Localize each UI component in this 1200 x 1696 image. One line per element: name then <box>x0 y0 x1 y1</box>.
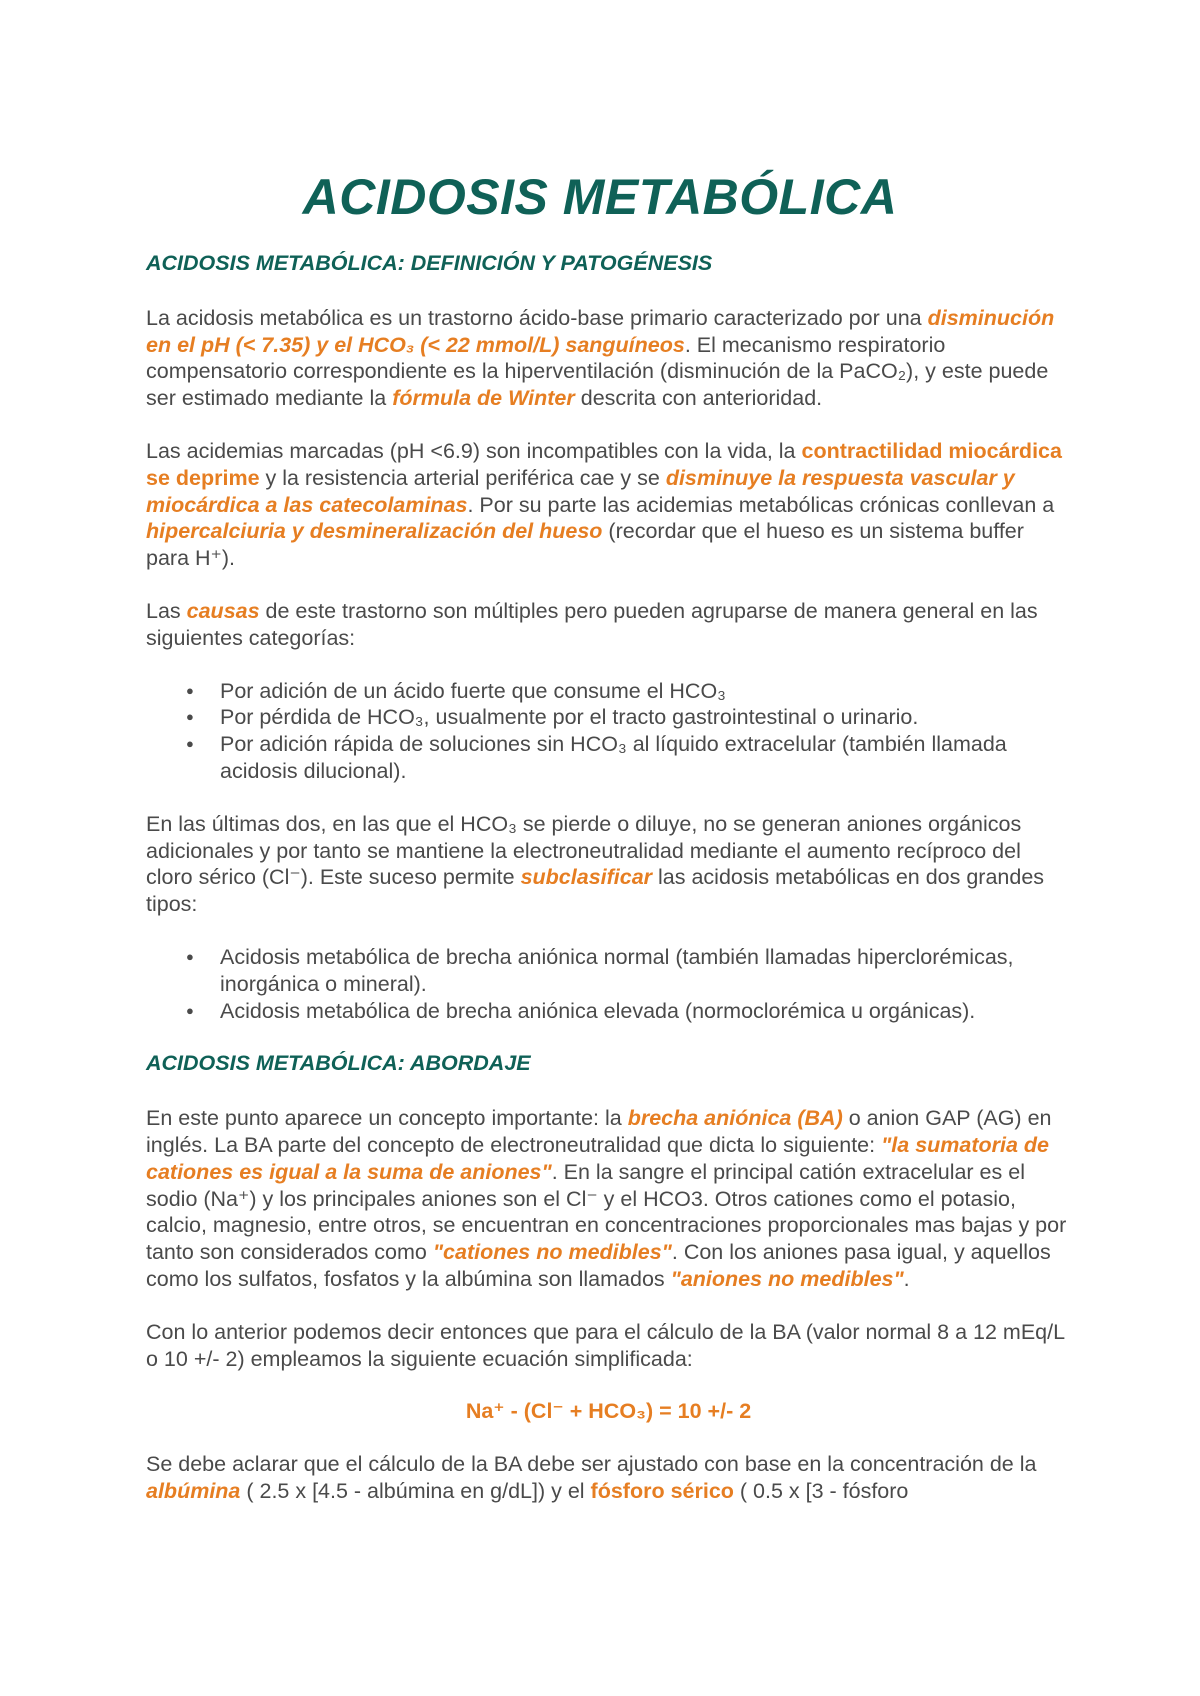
text-run: Se debe aclarar que el cálculo de la BA debe ser ajustado con base en la concentración de la <box>146 1452 1037 1477</box>
text-run: o anion GAP (AG) en inglés. La BA parte del concepto de electroneutralidad que dicta lo siguiente: <box>146 1106 1052 1157</box>
highlight-text: fórmula de Winter <box>392 386 575 411</box>
highlight-text: albúmina <box>146 1478 241 1503</box>
text-run: ( 0.5 x [3 - fósforo <box>733 1478 909 1503</box>
paragraph-definition <box>146 305 1071 412</box>
document-title: ACIDOSIS METABÓLICA <box>302 169 898 225</box>
highlight-text: subclasificar <box>520 865 653 890</box>
list-item: ● Por pérdida de HCO₃, usualmente por el tracto gastrointestinal o urinario. <box>146 704 1071 731</box>
text-run: En las últimas dos, en las que el HCO₃ se pierde o diluye, no se generan aniones orgánicos adicionales y por tanto se mantiene la electroneutralidad mediante el aumento recíproco del cloro sérico (Cl⁻). Este suceso permite <box>146 811 1022 890</box>
section-heading-definition: ACIDOSIS METABÓLICA: DEFINICIÓN Y PATOGÉNESIS <box>146 251 713 275</box>
text-run: ( 2.5 x [4.5 - albúmina en g/dL]) y el <box>240 1478 591 1503</box>
text-run: descrita con anterioridad. <box>574 386 823 411</box>
highlight-text: "aniones no medibles" <box>670 1266 904 1291</box>
causes-list <box>146 678 1071 785</box>
paragraph-subclassification <box>146 811 1071 918</box>
text-run: (recordar que el hueso es un sistema buffer para H⁺). <box>146 519 1024 571</box>
highlight-text: disminución en el pH (< 7.35) y el HCO₃ (< 22 mmol/L) sanguíneos <box>146 305 1055 357</box>
highlight-text: hipercalciuria y desmineralización del hueso <box>146 519 603 544</box>
text-run: las acidosis metabólicas en dos grandes tipos: <box>146 865 1045 917</box>
paragraph-acidemias <box>146 438 1071 572</box>
highlight-text: causas <box>186 598 260 623</box>
paragraph-causes <box>146 598 1071 652</box>
highlight-text: disminuye la respuesta vascular y miocárdica a las catecolaminas <box>146 465 1015 517</box>
types-list <box>146 944 1071 1024</box>
text-run: La acidosis metabólica es un trastorno ácido-base primario caracterizado por una <box>146 305 928 330</box>
highlight-text: brecha aniónica (BA) <box>627 1106 843 1131</box>
list-item: ● Acidosis metabólica de brecha aniónica normal (también llamadas hiperclorémicas, inorgánica o mineral). <box>146 944 1071 998</box>
text-run: de este trastorno son múltiples pero pueden agruparse de manera general en las siguientes categorías: <box>146 598 1038 650</box>
text-run: y la resistencia arterial periférica cae y se <box>259 465 666 490</box>
text-run: . Con los aniones pasa igual, y aquellos como los sulfatos, fosfatos y la albúmina son llamados <box>146 1240 1051 1291</box>
document-body <box>146 250 1071 1531</box>
list-item: ● Por adición de un ácido fuerte que consume el HCO₃ <box>146 678 1071 705</box>
paragraph-calculation: Con lo anterior podemos decir entonces que para el cálculo de la BA (valor normal 8 a 12 mEq/L o 10 +/- 2) empleamos la siguiente ecuación simplificada: <box>146 1319 1065 1371</box>
section-heading-approach: ACIDOSIS METABÓLICA: ABORDAJE <box>146 1051 531 1076</box>
highlight-text: "cationes no medibles" <box>432 1240 672 1265</box>
text-run: . El mecanismo respiratorio compensatorio correspondiente es la hiperventilación (disminución de la PaCO₂), y este puede ser estimado mediante la <box>146 332 1049 411</box>
highlight-text: fósforo sérico <box>590 1478 734 1503</box>
highlight-text: "la sumatoria de cationes es igual a la suma de aniones" <box>146 1132 1050 1184</box>
highlight-text: contractilidad miocárdica se deprime <box>146 438 1062 490</box>
text-run: Las <box>146 598 187 623</box>
paragraph-adjustment <box>146 1451 1071 1505</box>
anion-gap-equation: Na⁺ - (Cl⁻ + HCO₃) = 10 +/- 2 <box>465 1399 752 1424</box>
text-run: Las acidemias marcadas (pH <6.9) son incompatibles con la vida, la <box>146 438 802 463</box>
text-run: . En la sangre el principal catión extracelular es el sodio (Na⁺) y los principales aniones son el Cl⁻ y el HCO3. Otros cationes como el potasio, calcio, magnesio, entre otros, se encuentran en concentraciones proporcionales mas bajas y por tanto son considerados como <box>146 1159 1067 1265</box>
text-run: . Por su parte las acidemias metabólicas crónicas conllevan a <box>467 492 1055 517</box>
list-item: ● Por adición rápida de soluciones sin HCO₃ al líquido extracelular (también llamada acidosis dilucional). <box>146 731 1071 785</box>
paragraph-anion-gap <box>146 1105 1071 1293</box>
text-run: . <box>903 1266 910 1291</box>
text-run: En este punto aparece un concepto importante: la <box>146 1106 628 1131</box>
list-item: ● Acidosis metabólica de brecha aniónica elevada (normoclorémica u orgánicas). <box>146 998 1071 1025</box>
